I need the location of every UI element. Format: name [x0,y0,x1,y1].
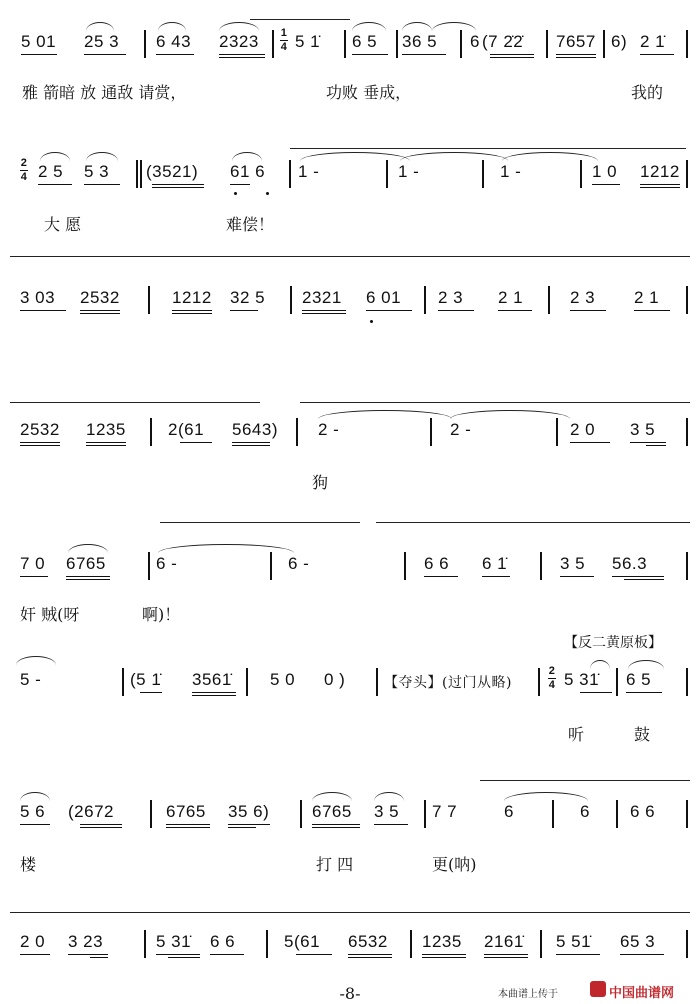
bar-line [290,286,292,314]
note-group: 1212 [172,288,212,307]
octave-dot [266,192,269,195]
bar-line [548,286,550,314]
bar-line [410,930,412,958]
underline [640,54,674,55]
underline [20,576,48,577]
note-group: 2 - [450,420,472,439]
bar-line [686,286,688,314]
note-group: 6 6 [210,932,236,951]
slur [590,660,610,669]
bar-line [552,800,554,828]
underline [374,824,408,825]
page-number: -8- [339,984,361,1003]
underline [498,310,532,311]
slur [504,792,588,801]
note-group: 6 5 [626,670,652,689]
octave-dot [234,192,237,195]
bar-line [289,160,291,188]
underline [232,442,270,443]
note-group: 3 5 [630,420,656,439]
note-group: 3 5 [374,802,400,821]
note-group: 3 03 [20,288,56,307]
bar-line [270,552,272,580]
note-group: 65 3 [620,932,656,951]
lyric-text: 更(呐) [432,855,477,874]
bar-line [686,30,688,58]
slur [318,410,452,419]
bar-line [246,668,248,696]
note-group: 2 1̇ [640,32,666,51]
note-group: 56.3 [612,554,648,573]
note-group: 5(61 [284,932,321,951]
note-group: 5643) [232,420,278,439]
time-signature: 2 4 [20,157,28,183]
note-group: 1 - [500,162,522,181]
upload-credit: 本曲谱上传于 [498,989,558,1000]
underline [192,695,236,696]
slur [352,22,386,31]
underline [352,54,388,55]
note-group: (2672 [68,802,114,821]
underline [80,824,122,825]
underline [140,692,162,693]
note-group: 1 - [298,162,320,181]
slur [502,152,598,161]
tie-line [376,522,690,523]
bar-line [616,800,618,828]
underline [180,442,212,443]
bar-line [556,418,558,446]
underline [80,310,120,311]
lyric-text: 打 四 [316,855,354,874]
note-group: 6 - [288,554,310,573]
underline [80,313,120,314]
underline [86,442,126,443]
note-group: 6 - [156,554,178,573]
note-group: 6765 [312,802,352,821]
note-group: 5 01 [21,32,57,51]
note-group: 35 6) [228,802,270,821]
underline [424,576,458,577]
underline [422,954,466,955]
note-group: (5 1̇ [130,670,162,689]
underline [630,442,666,443]
note-group: 6 6 [630,802,656,821]
note-group: 5 3 [84,162,110,181]
underline [152,187,204,188]
logo-icon [590,981,606,997]
tie-line [290,148,686,149]
bar-line [266,930,268,958]
underline [556,954,600,955]
note-group: 61 6 [230,162,266,181]
bar-line [300,800,302,828]
note-group: 2 3 [438,288,464,307]
bar-line [144,30,146,58]
slur [68,544,108,553]
note-group: 2 3 [570,288,596,307]
slur [86,22,114,31]
slur [432,22,476,31]
note-group: 7657 [556,32,596,51]
underline [484,957,528,958]
underline [612,576,664,577]
underline [626,692,662,693]
underline [38,184,72,185]
underline [402,54,446,55]
bar-line [540,930,542,958]
slur [628,660,664,669]
bar-line [686,418,688,446]
note-group: 6 5 [352,32,378,51]
underline [86,445,126,446]
note-group: 25 3 [84,32,120,51]
tie-line [300,402,690,403]
note-group: 7 0 [20,554,46,573]
note-group: 2321 [302,288,342,307]
note-group: 6765 [66,554,106,573]
slur [219,22,259,31]
note-group: 2 0 [20,932,46,951]
underline [296,954,332,955]
lyric-text: 狗 [312,473,329,492]
note-group: 1235 [422,932,462,951]
underline [172,310,212,311]
underline [166,827,210,828]
lyric-text: 鼓 [634,725,651,744]
note-group: 5 0 [270,670,296,689]
underline [580,692,612,693]
note-group: 5 - [20,670,42,689]
note-group: 5 1̇ [295,32,321,51]
underline [172,313,212,314]
underline [556,57,596,58]
underline [232,445,270,446]
note-group: 6765 [166,802,206,821]
note-group: (7 2̇2̇ [482,32,524,51]
logo-text: 中国曲谱网 [609,986,675,1001]
lyric-text: 听 [568,725,585,744]
slur [158,22,186,31]
lyric-text: 楼 [20,855,37,874]
note-group: 1 - [398,162,420,181]
slur [400,152,508,161]
underline [68,954,108,955]
bar-line [148,552,150,580]
note-group: 3 23 [68,932,104,951]
note-group: 32 5 [230,288,266,307]
underline [348,957,392,958]
bar-line [150,418,152,446]
slur [374,792,404,801]
bar-line [686,668,688,696]
underline [192,692,236,693]
note-group: (3521) [146,162,199,181]
bar-line [460,30,462,58]
underline [570,442,610,443]
underline [219,54,265,55]
lyric-text: 奸 贼(呀 [20,605,80,624]
bar-line [616,668,618,696]
note-group: 2 1 [634,288,660,307]
bar-line [686,930,688,958]
underline [84,184,120,185]
underline [366,310,412,311]
underline [20,310,66,311]
underline [20,442,60,443]
underline [20,954,50,955]
time-signature: 2 4 [548,665,556,691]
underline [156,954,200,955]
bar-line [424,286,426,314]
slur [20,792,50,801]
underline [210,954,244,955]
note-group: 5 31̇ [156,932,192,951]
slur [40,152,70,161]
tie-line [160,522,360,523]
bar-line [136,160,138,188]
slur [232,152,262,161]
bar-line [424,800,426,828]
underline [482,576,510,577]
underline [20,824,50,825]
underline [230,184,250,185]
underline [438,310,474,311]
bar-line [140,160,142,188]
bar-line [144,930,146,958]
note-group: 2532 [80,288,120,307]
slur [402,22,432,31]
tie-line [10,256,690,257]
bar-line [546,30,548,58]
note-group: 0 ) [324,670,346,689]
bar-line [540,552,542,580]
underline [302,310,346,311]
note-group: 2532 [20,420,60,439]
bar-line [603,30,605,58]
note-group: 3561̇ [192,670,232,689]
underline [312,824,360,825]
underline [556,54,596,55]
note-group: 6 6 [424,554,450,573]
underline [484,954,528,955]
bar-line [148,286,150,314]
underline [168,957,200,958]
underline [80,827,122,828]
bar-line [404,552,406,580]
note-group: 5 51̇ [556,932,592,951]
underline [640,184,680,185]
underline [490,54,534,55]
bar-line [296,418,298,446]
bar-line [122,668,124,696]
note-group: 6 43 [156,32,192,51]
lyric-text: 啊)！ [142,605,181,624]
note-group: 2 0 [570,420,596,439]
bar-line [150,800,152,828]
site-logo[interactable] [590,980,698,1000]
underline [230,310,258,311]
underline [592,184,620,185]
note-group: 5 31̇ [564,670,600,689]
bar-line [580,160,582,188]
bar-line [430,418,432,446]
note-group: 6) [611,32,628,51]
underline [302,313,346,314]
underline [422,957,466,958]
underline [620,954,664,955]
note-group: 1212 [640,162,680,181]
bar-line [376,668,378,696]
note-group: 6 [504,802,514,821]
tie-line [10,402,260,403]
underline [634,310,670,311]
bar-line [344,30,346,58]
lyric-text: 难偿！ [226,215,275,234]
slur [158,544,294,553]
underline [84,54,126,55]
underline [570,310,606,311]
note-group: 36 5 [402,32,438,51]
slur [86,152,118,161]
note-group: 5 6 [20,802,46,821]
underline [228,827,256,828]
lyric-text: 雅 箭暗 放 通敌 请赏， [22,83,187,102]
bar-line [386,160,388,188]
underline [646,445,666,446]
note-group: 6 [580,802,590,821]
underline [21,54,57,55]
underline [348,954,392,955]
note-group: 2 1 [498,288,524,307]
note-group: 7 7 [432,802,458,821]
note-group: 2161̇ [484,932,524,951]
octave-dot [370,320,373,323]
tie-line [250,19,350,20]
underline [20,445,60,446]
underline [228,824,270,825]
underline [90,957,108,958]
note-group: 6532 [348,932,388,951]
note-group: 2 5 [38,162,64,181]
tie-line [10,912,690,913]
underline [156,54,194,55]
bar-line [396,30,398,58]
underline [66,579,110,580]
lyric-text: 我的 [631,83,664,102]
underline [219,57,265,58]
bar-line [686,552,688,580]
section-tag: 【反二黄原板】 [564,635,662,651]
slur [450,410,570,419]
note-group: 【夺头】(过门从略) [384,675,512,691]
lyric-text: 功败 垂成， [326,83,412,102]
note-group: 2(61 [168,420,205,439]
note-group: 3 5 [560,554,586,573]
bar-line [482,160,484,188]
slur [16,656,56,665]
bar-line [272,30,274,58]
note-group: 1 0 [592,162,618,181]
underline [490,57,534,58]
note-group: 1235 [86,420,126,439]
underline [640,187,680,188]
note-group: 6 1̇ [482,554,508,573]
note-group: 2 - [318,420,340,439]
tie-line [480,780,690,781]
note-group: 6 [470,32,480,51]
note-group: 6 01 [366,288,402,307]
time-signature: 1 4 [280,27,288,53]
lyric-text: 大 愿 [44,215,82,234]
underline [624,579,664,580]
bar-line [538,668,540,696]
slur [300,152,410,161]
underline [312,827,360,828]
underline [166,824,210,825]
bar-line [686,800,688,828]
underline [152,184,204,185]
underline [66,576,110,577]
bar-line [686,160,688,188]
note-group: 2323 [219,32,259,51]
underline [560,576,594,577]
slur [312,792,352,801]
